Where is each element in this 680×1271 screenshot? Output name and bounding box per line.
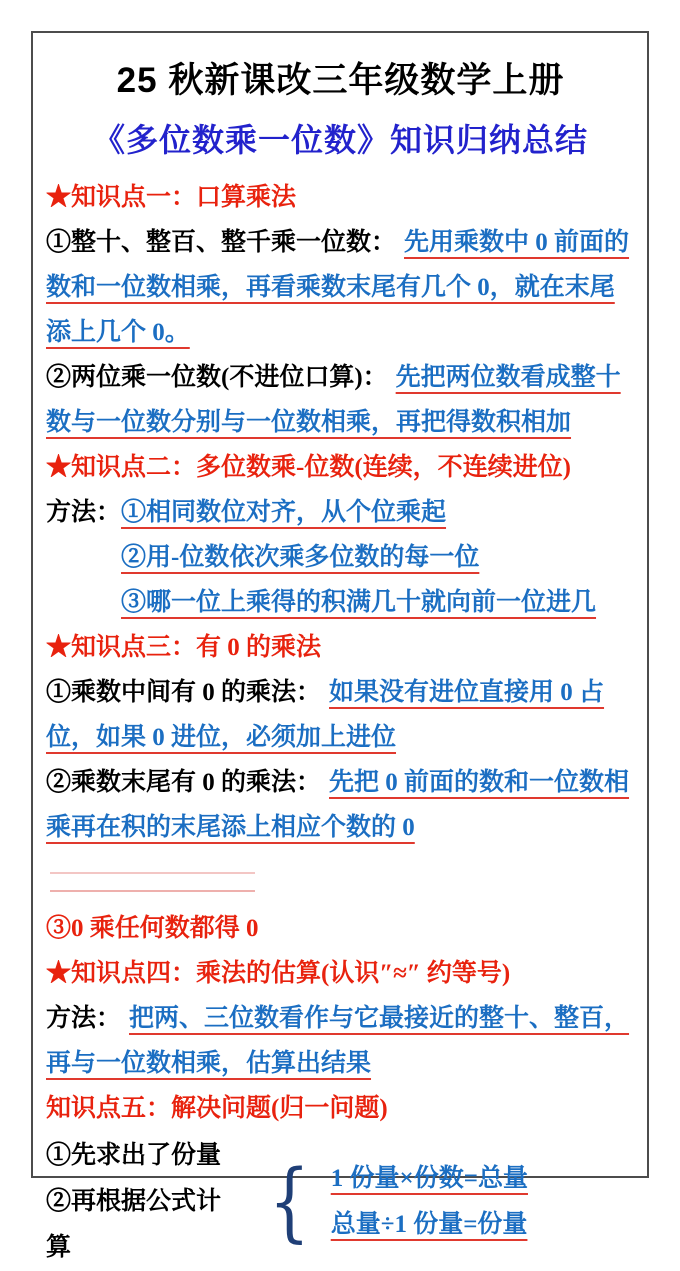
- kp3-item2: [46, 760, 635, 850]
- kp2-method-steps: [121, 490, 635, 625]
- curly-brace: {: [268, 1152, 310, 1252]
- kp4-heading: ★知识点四：乘法的估算(认识″≈″ 约等号): [46, 960, 511, 987]
- kp3-item2-label: ②乘数末尾有 0 的乘法：: [46, 769, 322, 796]
- page-subtitle: 《多位数乘一位数》知识归纳总结: [92, 122, 588, 158]
- kp3-heading: ★知识点三：有 0 的乘法: [46, 634, 322, 661]
- kp5-step-1: ①先求出了份量: [46, 1142, 222, 1169]
- kp3-item1: [46, 670, 635, 760]
- kp4-method: [46, 996, 635, 1086]
- kp2-method-label: 方法：: [46, 499, 122, 526]
- empty-underline: [50, 890, 255, 892]
- kp5-step-2: ②再根据公式计算: [46, 1188, 222, 1261]
- kp4-method-label: 方法：: [46, 1005, 122, 1032]
- kp1-item1: [46, 220, 635, 355]
- kp5-steps: [46, 1133, 244, 1271]
- kp3-item2-text: 先把 0 前面的数和一位数相乘再在积的末尾添上相应个数的 0: [46, 769, 630, 841]
- kp5-heading: 知识点五：解决问题(归一问题): [46, 1095, 388, 1122]
- empty-underline: [50, 872, 255, 874]
- kp1-item2-label: ②两位乘一位数(不进位口算)：: [46, 364, 388, 391]
- kp5-formulas: [331, 1156, 635, 1248]
- kp2-heading: ★知识点二：多位数乘-位数(连续，不连续进位): [46, 454, 571, 481]
- worksheet-content: [46, 175, 635, 1271]
- kp2-method: [46, 490, 635, 625]
- blank-ruled-area: [46, 850, 635, 906]
- kp4-method-text: 把两、三位数看作与它最接近的整十、整百，再与一位数相乘，估算出结果: [46, 1005, 630, 1077]
- kp2-step-3: ③哪一位上乘得的积满几十就向前一位进几: [121, 589, 597, 616]
- kp5-formula-group: [46, 1133, 635, 1271]
- page-title: 25 秋新课改三年级数学上册: [116, 61, 565, 100]
- kp3-item1-text: 如果没有进位直接用 0 占位，如果 0 进位，必须加上进位: [46, 679, 605, 751]
- kp3-item3: ③0 乘任何数都得 0: [46, 915, 259, 942]
- kp3-item1-label: ①乘数中间有 0 的乘法：: [46, 679, 322, 706]
- kp5-formula-2: 总量÷1 份量=份量: [330, 1211, 528, 1238]
- kp2-step-1: ①相同数位对齐，从个位乘起: [121, 499, 447, 526]
- worksheet-page: [31, 31, 649, 1261]
- kp1-heading: ★知识点一：口算乘法: [46, 184, 297, 211]
- kp2-step-2: ②用-位数依次乘多位数的每一位: [121, 544, 480, 571]
- kp1-item1-text: 先用乘数中 0 前面的数和一位数相乘，再看乘数末尾有几个 0，就在末尾添上几个 0。: [46, 229, 630, 346]
- kp5-formula-1: 1 份量×份数=总量: [330, 1165, 528, 1192]
- kp1-item2-text: 先把两位数看成整十数与一位数分别与一位数相乘，再把得数积相加: [46, 364, 621, 436]
- kp1-item1-label: ①整十、整百、整千乘一位数：: [46, 229, 397, 256]
- kp1-item2: [46, 355, 635, 445]
